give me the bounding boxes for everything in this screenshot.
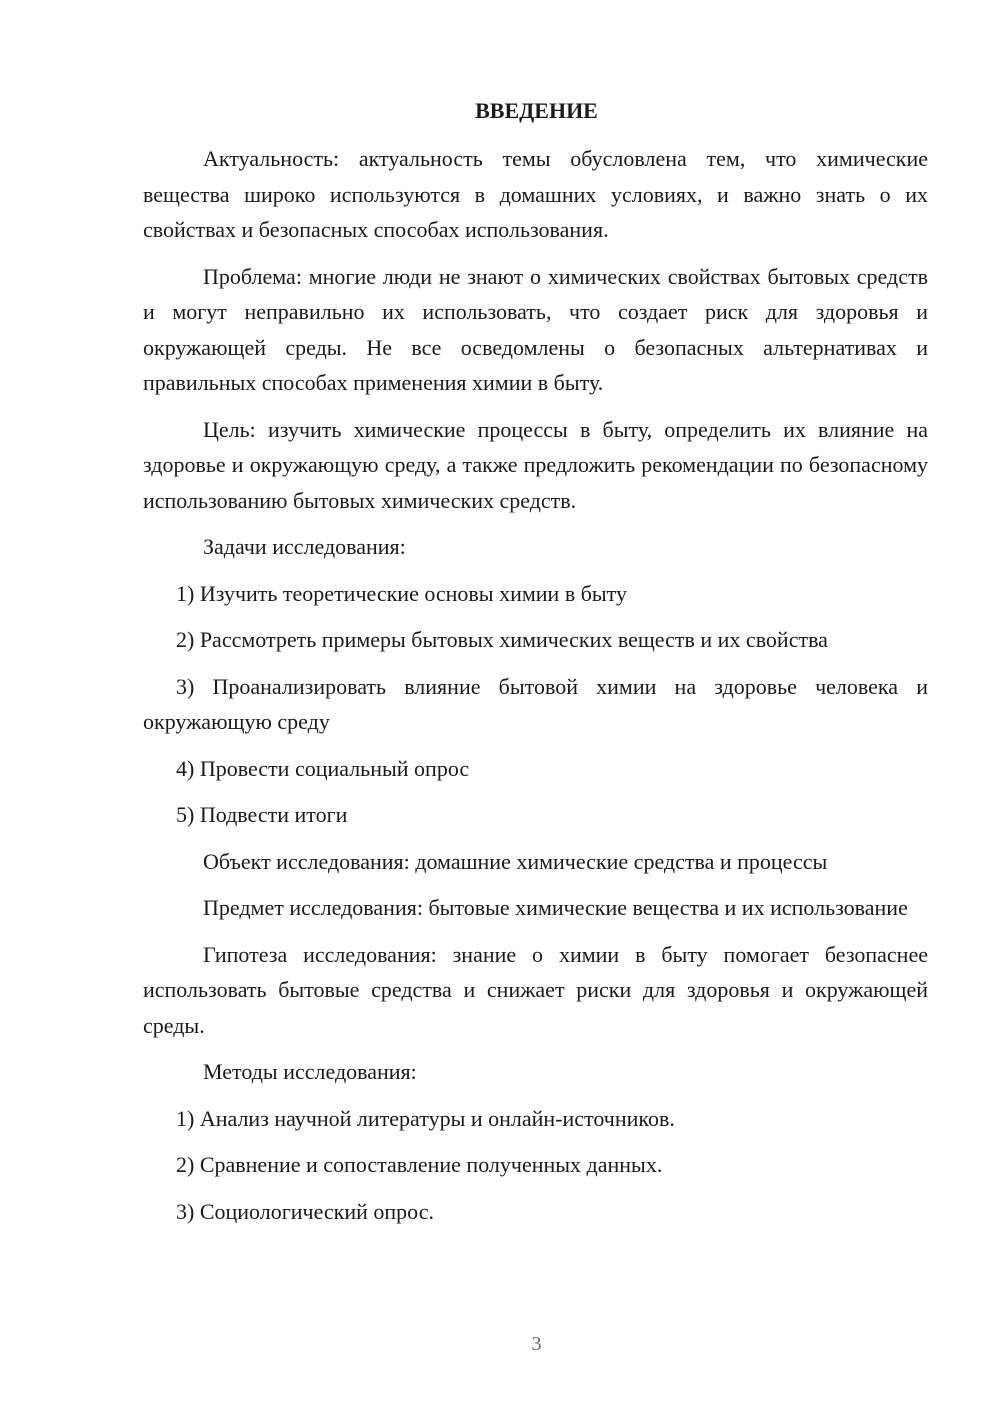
task-item-4: 4) Провести социальный опрос xyxy=(176,755,470,781)
method-item-1: 1) Анализ научной литературы и онлайн-источников. xyxy=(176,1105,675,1131)
task-item-1: 1) Изучить теоретические основы химии в быту xyxy=(176,580,628,606)
subject-paragraph: Предмет исследования: бытовые химические вещества и их использование xyxy=(203,895,908,920)
tasks-heading: Задачи исследования: xyxy=(203,534,406,559)
method-item-3: 3) Социологический опрос. xyxy=(176,1198,434,1224)
hypothesis-paragraph: Гипотеза исследования: знание о химии в быту помогает безопаснее использовать бытовые средства и снижает риски для здоровья и окружающей среды. xyxy=(143,941,928,1038)
problem-paragraph: Проблема: многие люди не знают о химических свойствах бытовых средств и могут неправильно их использовать, что создает риск для здоровья и окружающей среды. Не все осведомлены о безопасных альтернативах и правильных способах применения химии в быту. xyxy=(143,263,928,395)
task-item-3: 3) Проанализировать влияние бытовой химии на здоровье человека и окружающую среду xyxy=(143,673,928,734)
object-paragraph: Объект исследования: домашние химические средства и процессы xyxy=(203,848,828,874)
document-body xyxy=(143,141,928,1240)
methods-heading: Методы исследования: xyxy=(203,1059,417,1084)
task-item-2: 2) Рассмотреть примеры бытовых химических веществ и их свойства xyxy=(176,627,828,652)
relevance-paragraph: Актуальность: актуальность темы обусловлена тем, что химические вещества широко используются в домашних условиях, и важно знать о их свойствах и безопасных способах использования. xyxy=(143,146,928,242)
method-item-2: 2) Сравнение и сопоставление полученных данных. xyxy=(176,1152,663,1177)
task-item-5: 5) Подвести итоги xyxy=(176,802,348,827)
goal-paragraph: Цель: изучить химические процессы в быту, определить их влияние на здоровье и окружающую среду, а также предложить рекомендации по безопасному использованию бытовых химических средств. xyxy=(143,416,928,513)
page-number: 3 xyxy=(531,1333,542,1355)
page-title: ВВЕДЕНИЕ xyxy=(475,98,598,123)
